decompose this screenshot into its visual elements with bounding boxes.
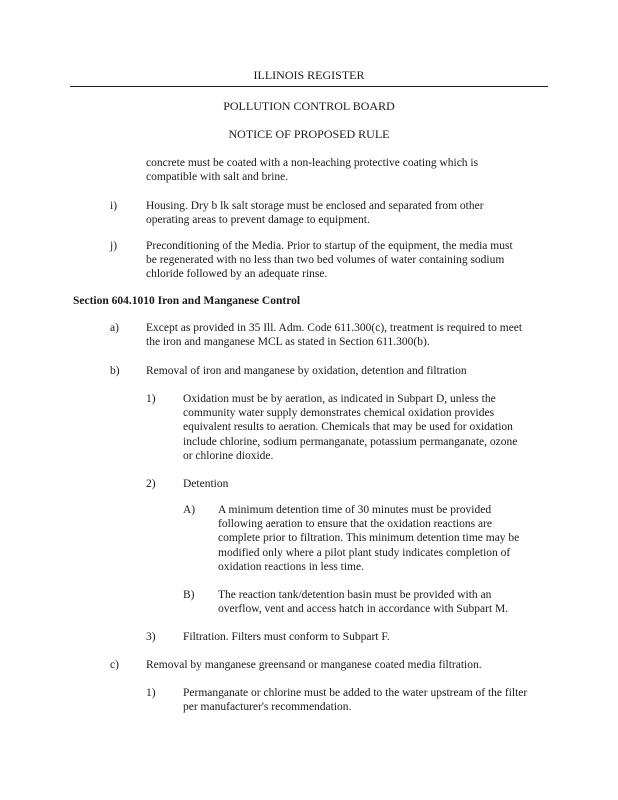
item-j-label: j) xyxy=(110,240,118,252)
item-b-label: b) xyxy=(110,365,120,377)
item-b-text: Removal of iron and manganese by oxidation, detention and filtration xyxy=(146,365,467,377)
item-b2B-label: B) xyxy=(183,589,195,601)
item-a-label: a) xyxy=(110,322,119,334)
header-rule xyxy=(70,86,548,87)
register-title: ILLINOIS REGISTER xyxy=(253,68,365,82)
item-b2A-text: A minimum detention time of 30 minutes must be provided following aeration to ensure that the oxidation reactions are complete prior to filtration. This minimum detention time may be modified only where a pilot plant study indicates completion of oxidation reactions in less time. xyxy=(218,504,520,573)
continuation-paragraph: concrete must be coated with a non-leaching protective coating which is compatible with salt and brine. xyxy=(146,157,479,184)
item-j-text: Preconditioning of the Media. Prior to startup of the equipment, the media must be regenerated with no less than two bed volumes of water containing sodium chloride followed by an adequate rinse. xyxy=(146,240,513,281)
item-b1-text: Oxidation must be by aeration, as indicated in Subpart D, unless the community water supply demonstrates chemical oxidation provides equivalent results to aeration. Chemicals that may be used for oxidation include chlorine, sodium permanganate, potassium permanganate, ozone or chlorine dioxide. xyxy=(183,393,518,462)
item-b2-label: 2) xyxy=(146,478,156,490)
item-a-text: Except as provided in 35 Ill. Adm. Code 611.300(c), treatment is required to meet the iron and manganese MCL as stated in Section 611.300(b). xyxy=(146,322,523,349)
item-b1-label: 1) xyxy=(146,393,156,405)
board-title: POLLUTION CONTROL BOARD xyxy=(223,99,395,113)
item-b2B-text: The reaction tank/detention basin must be provided with an overflow, vent and access hatch in accordance with Subpart M. xyxy=(218,589,509,616)
section-heading: Section 604.1010 Iron and Manganese Control xyxy=(73,295,301,307)
item-c1-text: Permanganate or chlorine must be added to the water upstream of the filter per manufacturer's recommendation. xyxy=(183,687,528,714)
item-c1-label: 1) xyxy=(146,687,156,699)
item-b2-text: Detention xyxy=(183,478,229,490)
item-b3-text: Filtration. Filters must conform to Subpart F. xyxy=(183,631,390,643)
item-b3-label: 3) xyxy=(146,631,156,643)
item-b2A-label: A) xyxy=(183,504,196,516)
item-c-text: Removal by manganese greensand or manganese coated media filtration. xyxy=(146,659,482,671)
item-c-label: c) xyxy=(110,659,119,671)
notice-title: NOTICE OF PROPOSED RULE xyxy=(228,127,390,141)
item-i-label: i) xyxy=(110,200,118,212)
item-i-text: Housing. Dry b lk salt storage must be enclosed and separated from other operating areas to prevent damage to equipment. xyxy=(146,200,484,227)
